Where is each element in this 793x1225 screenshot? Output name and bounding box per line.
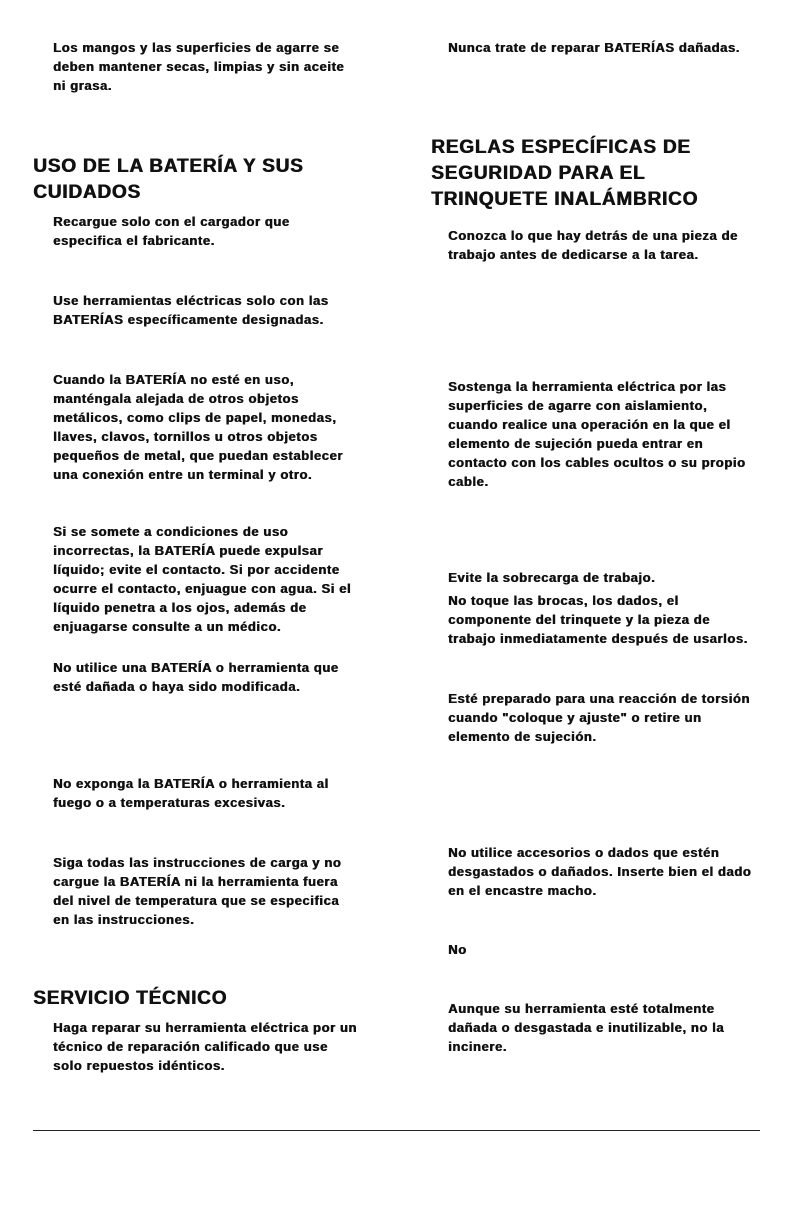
ratchet-item-torque-reaction: Esté preparado para una reacción de torsión cuando "coloque y ajuste" o retire un elemento de sujeción.	[448, 691, 750, 744]
footer-divider	[33, 1130, 760, 1131]
service-heading: SERVICIO TÉCNICO	[33, 988, 228, 1009]
battery-item-liquid: Si se somete a condiciones de uso incorrectas, la BATERÍA puede expulsar líquido; evite el contacto. Si por accidente ocurre el contacto, enjuague con agua. Si el líquido penetra a los ojos, además de enjuagarse consulte a un médico.	[53, 524, 352, 634]
ratchet-item-overload: Evite la sobrecarga de trabajo.	[448, 570, 656, 585]
battery-item-designated: Use herramientas eléctricas solo con las BATERÍAS específicamente designadas.	[53, 293, 329, 327]
damaged-batteries-paragraph: Nunca trate de reparar BATERÍAS dañadas.	[448, 40, 740, 55]
ratchet-item-incinerate: Aunque su herramienta esté totalmente dañada o desgastada e inutilizable, no la incinere.	[448, 1001, 724, 1054]
battery-item-damaged: No utilice una BATERÍA o herramienta que esté dañada o haya sido modificada.	[53, 660, 339, 694]
battery-item-charger: Recargue solo con el cargador que especifica el fabricante.	[53, 214, 290, 248]
battery-item-metal-objects: Cuando la BATERÍA no esté en uso, manténgala alejada de otros objetos metálicos, como clips de papel, monedas, llaves, clavos, tornillos u otros objetos pequeños de metal, que puedan establecer una conexión entre un terminal y otro.	[53, 372, 343, 482]
ratchet-item-worn-accessories: No utilice accesorios o dados que estén desgastados o dañados. Inserte bien el dado en el encastre macho.	[448, 845, 752, 898]
grip-surfaces-paragraph: Los mangos y las superficies de agarre se deben mantener secas, limpias y sin aceite ni grasa.	[53, 40, 345, 93]
ratchet-item-no: No	[448, 942, 467, 957]
ratchet-item-hot-parts: No toque las brocas, los dados, el componente del trinquete y la pieza de trabajo inmediatamente después de usarlos.	[448, 593, 748, 646]
service-paragraph: Haga reparar su herramienta eléctrica por un técnico de reparación calificado que use solo repuestos idénticos.	[53, 1020, 357, 1073]
battery-use-heading: USO DE LA BATERÍA Y SUS CUIDADOS	[33, 156, 304, 203]
battery-item-charging-instructions: Siga todas las instrucciones de carga y no cargue la BATERÍA ni la herramienta fuera del nivel de temperatura que se especifica en las instrucciones.	[53, 855, 342, 927]
ratchet-item-workpiece: Conozca lo que hay detrás de una pieza de trabajo antes de dedicarse a la tarea.	[448, 228, 738, 262]
ratchet-item-insulated-grip: Sostenga la herramienta eléctrica por las superficies de agarre con aislamiento, cuando realice una operación en la que el elemento de sujeción pueda entrar en contacto con los cables ocultos o su propio cable.	[448, 379, 746, 489]
battery-item-fire: No exponga la BATERÍA o herramienta al fuego o a temperaturas excesivas.	[53, 776, 329, 810]
ratchet-rules-heading: REGLAS ESPECÍFICAS DE SEGURIDAD PARA EL TRINQUETE INALÁMBRICO	[431, 137, 698, 210]
